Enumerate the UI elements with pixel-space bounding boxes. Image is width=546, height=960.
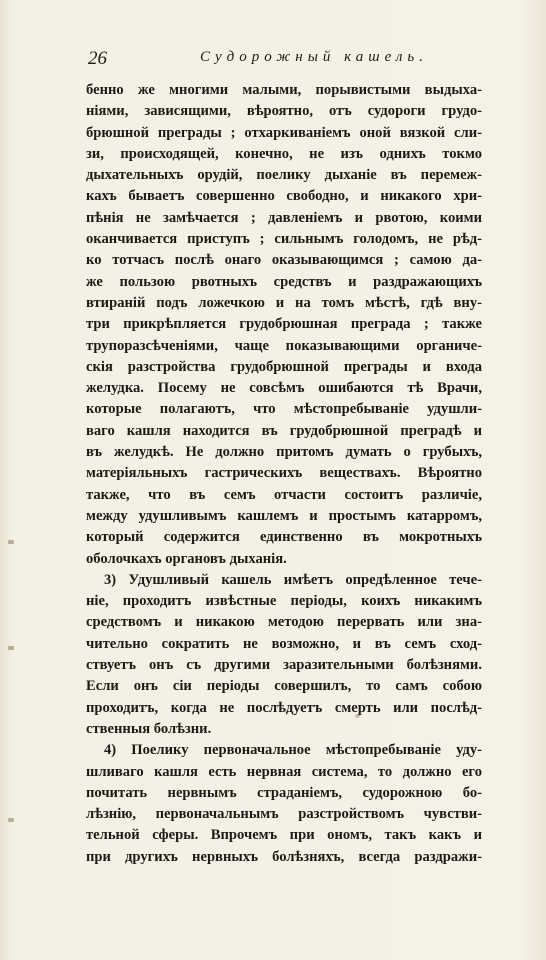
text-line: же пользою рвотныхъ средствъ и раздражающихъ [86,273,482,290]
margin-mark [8,646,14,650]
text-line: также, что въ семъ отчасти состоитъ различіе, [86,486,482,503]
text-line: дыхательныхъ орудій, поелику дыханіе въ перемеж- [86,167,482,184]
text-line: который содержится единственно въ мокротныхъ [86,529,482,546]
text-line: которые полагаютъ, что мѣстопребываніе удушли- [86,401,482,418]
text-line: пѣнія не замѣчается ; давленіемъ и рвотою, коими [86,209,482,226]
page-header [88,48,488,72]
text-line: ко тотчасъ послѣ онаго оказывающимся ; самою да- [86,252,482,269]
text-line: въ желудкѣ. Не должно притомъ думать о грубыхъ, [86,444,482,461]
text-line: матеріяльныхъ гастрическихъ веществахъ. Вѣроятно [86,465,482,482]
paragraph-end-line: ственныя болѣзни. [86,720,212,737]
text-line: бенно же многими малыми, порывистыми выдыха- [86,82,482,98]
text-line: втираній подъ ложечкою и на томъ мѣстѣ, гдѣ вну- [86,294,482,311]
text-line: почитать нервнымъ страданіемъ, судорожною бо- [86,784,482,801]
text-line: ніями, зависящими, вѣроятно, отъ судороги грудо- [86,103,482,120]
paragraph-start-line: 4) Поелику первоначальное мѣстопребываніе уду- [104,742,482,759]
page-number: 26 [88,48,107,69]
text-line: оканчивается приступъ ; сильнымъ голодомъ, не рѣд- [86,231,482,248]
text-line: скія разстройства грудобрюшной преграды и входа [86,358,482,375]
text-line: шливаго кашля есть нервная система, то должно его [86,763,482,780]
text-line: желудка. Посему не совсѣмъ ошибаются тѣ Врачи, [86,380,482,397]
body-text [86,80,482,868]
text-line: средствомъ и никакою методою перервать или зна- [86,614,482,631]
text-line: тельной сферы. Впрочемъ при ономъ, такъ какъ и [86,827,482,844]
text-line: трупоразсѣченіями, чаще показывающими органиче- [86,337,482,354]
text-line: проходитъ, когда не послѣдуетъ смерть или послѣд- [86,699,482,716]
text-line: ствуетъ онъ съ другими заразительными болѣзнями. [86,657,482,674]
text-line: лѣзнію, первоначальнымъ разстройствомъ чувстви- [86,806,482,823]
text-line: ваго кашля находится въ грудобрюшной преградѣ и [86,422,482,439]
text-line: чительно сократить не возможно, и въ семъ сход- [86,635,482,652]
paragraph-start-line: 3) Удушливый кашель имѣетъ опредѣленное тече- [104,571,482,588]
text-line: Если онъ сіи періоды совершилъ, то самъ собою [86,678,482,695]
margin-mark [8,540,14,544]
text-line: три прикрѣпляется грудобрюшная преграда ; также [86,316,482,333]
margin-mark [8,818,14,822]
text-line: кахъ бываетъ совершенно свободно, и никакого хри- [86,188,482,205]
paragraph-end-line: оболочкахъ органовъ дыханія. [86,550,287,567]
running-title: Судорожный кашель. [200,49,429,65]
text-line: ніе, проходитъ извѣстные періоды, коихъ никакимъ [86,593,482,610]
text-line: при другихъ нервныхъ болѣзняхъ, всегда раздражи- [86,848,482,865]
text-line: зи, происходящей, конечно, не изъ однихъ токмо [86,145,482,162]
text-line: между удушливымъ кашлемъ и простымъ катарромъ, [86,507,482,524]
text-line: брюшной преграды ; отхаркиваніемъ оной вязкой сли- [86,124,482,141]
